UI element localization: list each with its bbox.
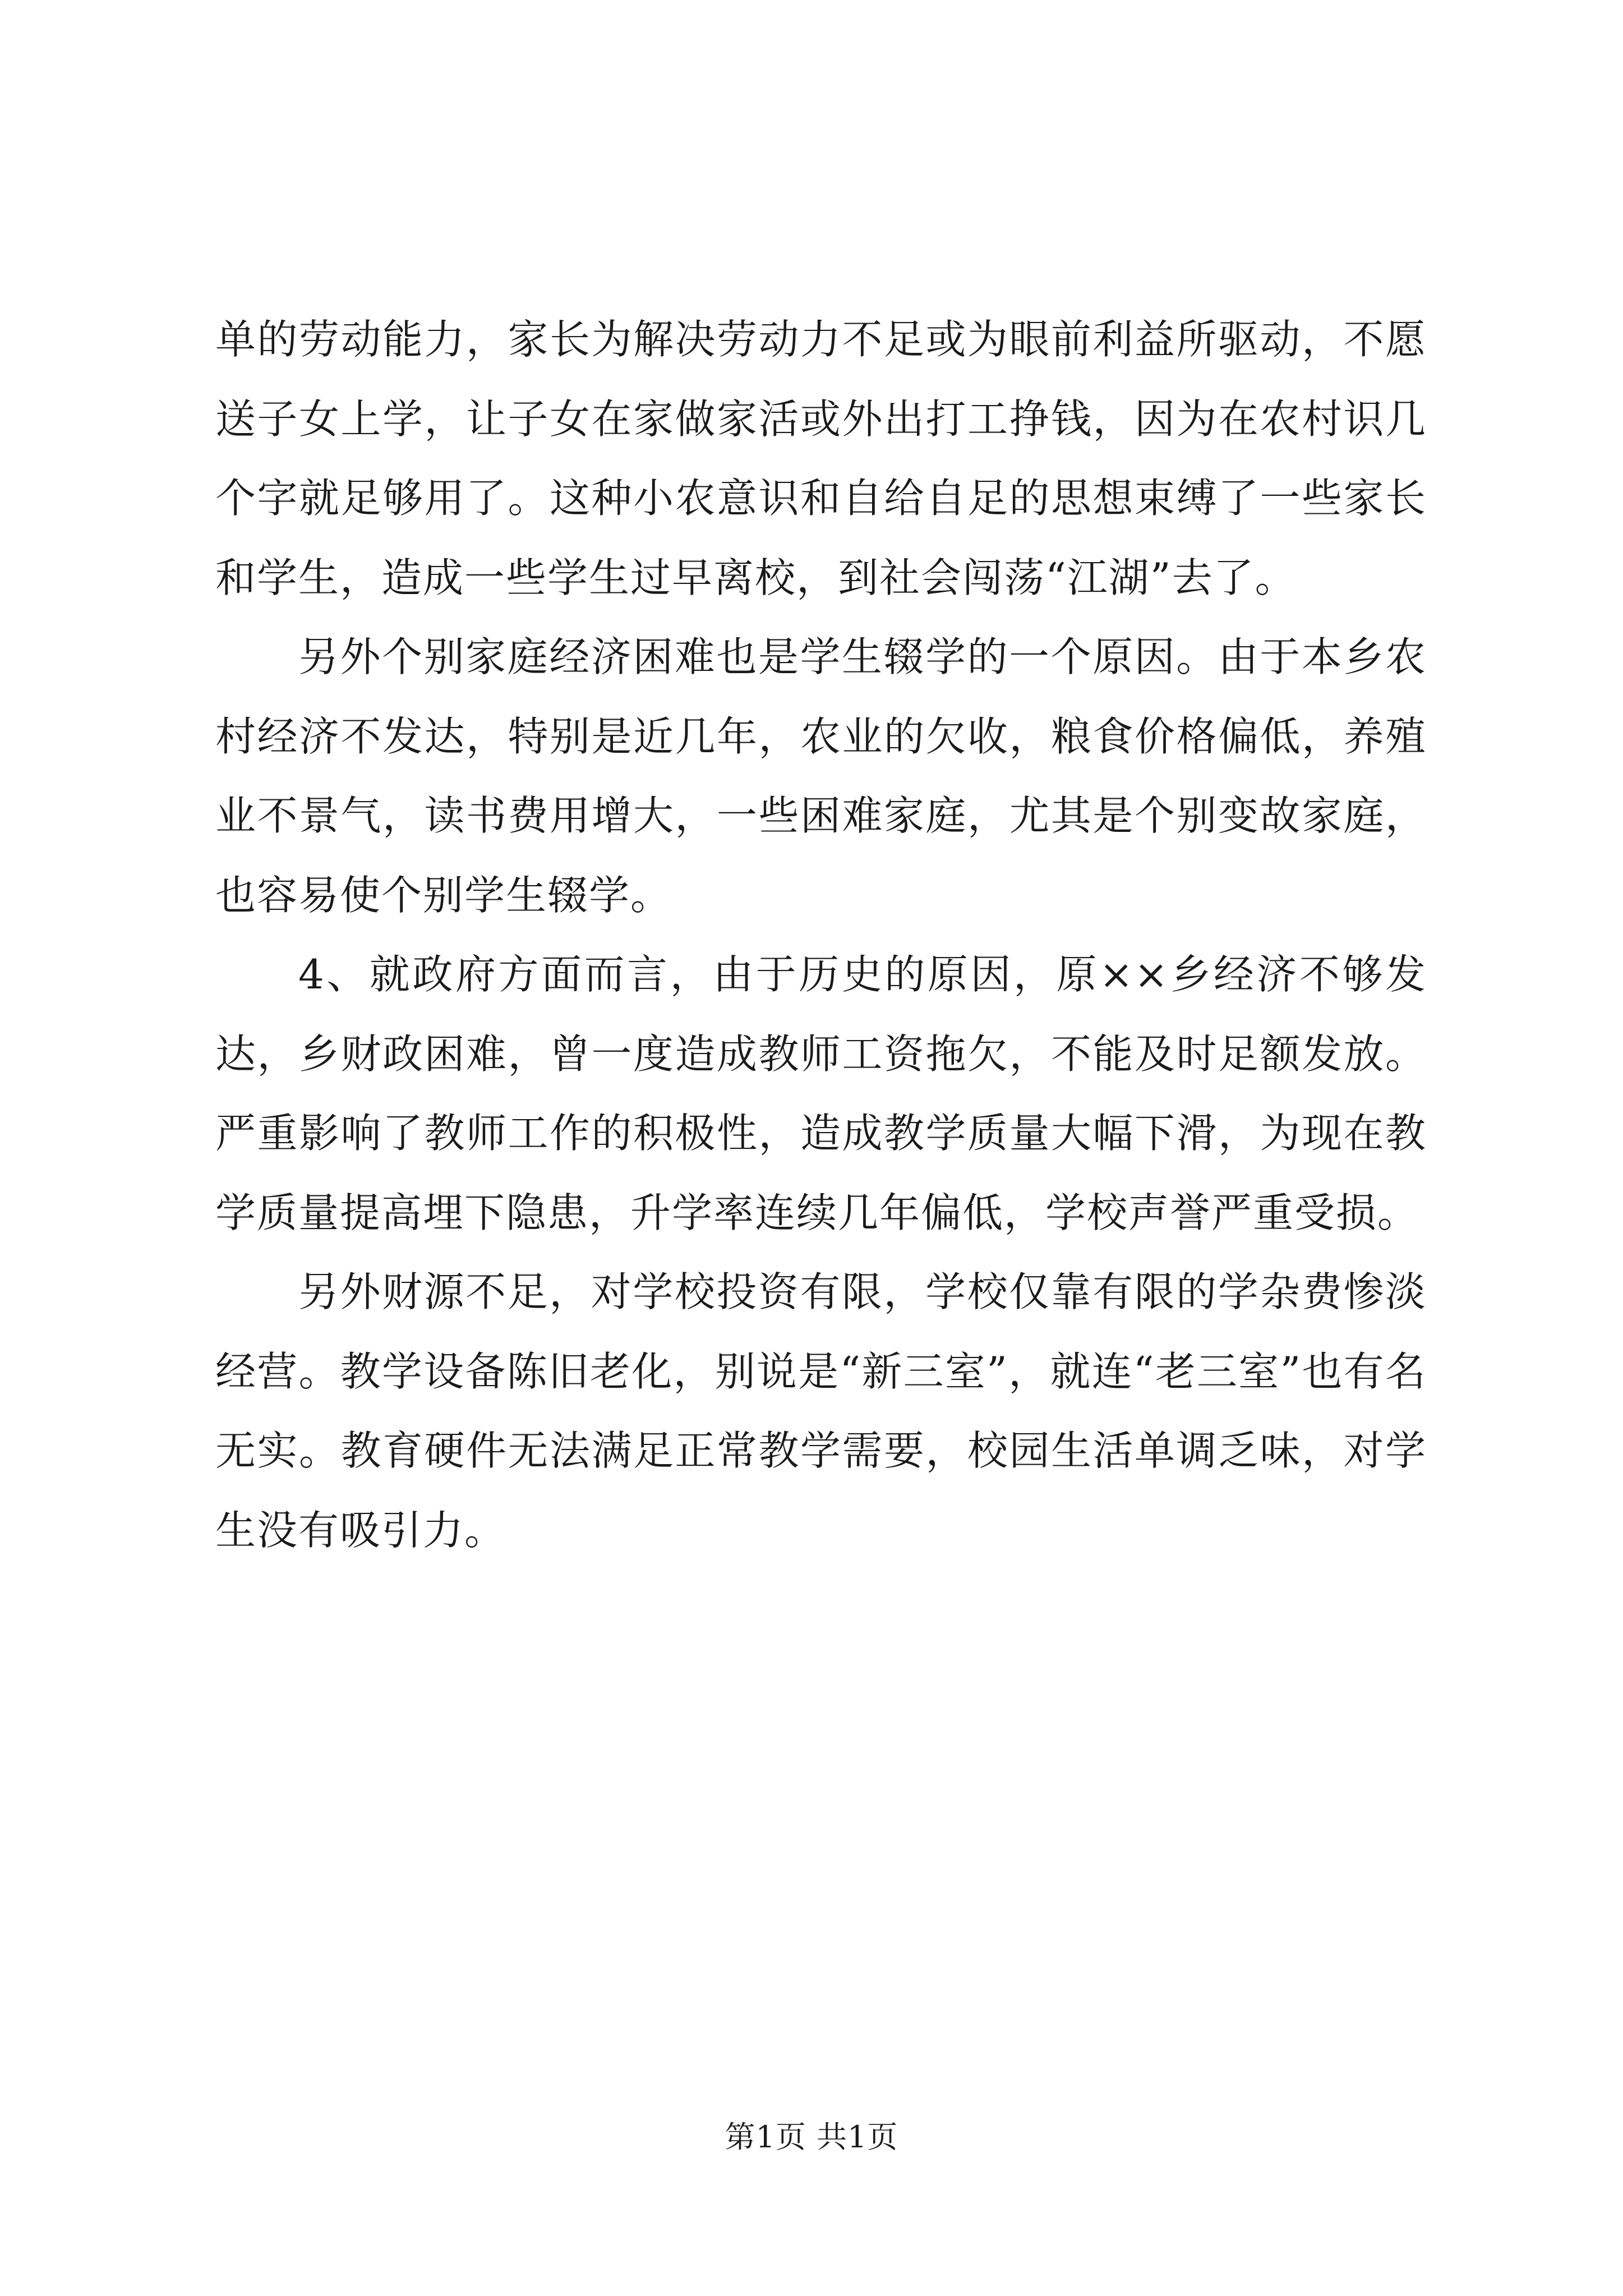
paragraph-funding: 另外财源不足，对学校投资有限，学校仅靠有限的学杂费惨淡经营。教学设备陈旧老化，别说是“新三室”，就连“老三室”也有名无实。教育硬件无法满足正常教学需要，校园生活单调乏味，对学生没有吸引力。: [215, 1268, 1427, 1554]
paragraph-continuation: 单的劳动能力，家长为解决劳动力不足或为眼前利益所驱动，不愿送子女上学，让子女在家做家活或外出打工挣钱，因为在农村识几个字就足够用了。这种小农意识和自给自足的思想束缚了一些家长和学生，造成一些学生过早离校，到社会闯荡“江湖”去了。: [215, 316, 1427, 601]
document-body: [215, 300, 1427, 1570]
paragraph-government: 4、就政府方面而言，由于历史的原因，原××乡经济不够发达，乡财政困难，曾一度造成教师工资拖欠，不能及时足额发放。严重影响了教师工作的积极性，造成教学质量大幅下滑，为现在教学质量提高埋下隐患，升学率连续几年偏低，学校声誉严重受损。: [215, 951, 1427, 1236]
paragraph-family-economy: 另外个别家庭经济困难也是学生辍学的一个原因。由于本乡农村经济不发达，特别是近几年，农业的欠收，粮食价格偏低，养殖业不景气，读书费用增大，一些困难家庭，尤其是个别变故家庭，也容易使个别学生辍学。: [215, 633, 1427, 919]
page-number-footer: 第1页 共1页: [725, 2119, 898, 2155]
